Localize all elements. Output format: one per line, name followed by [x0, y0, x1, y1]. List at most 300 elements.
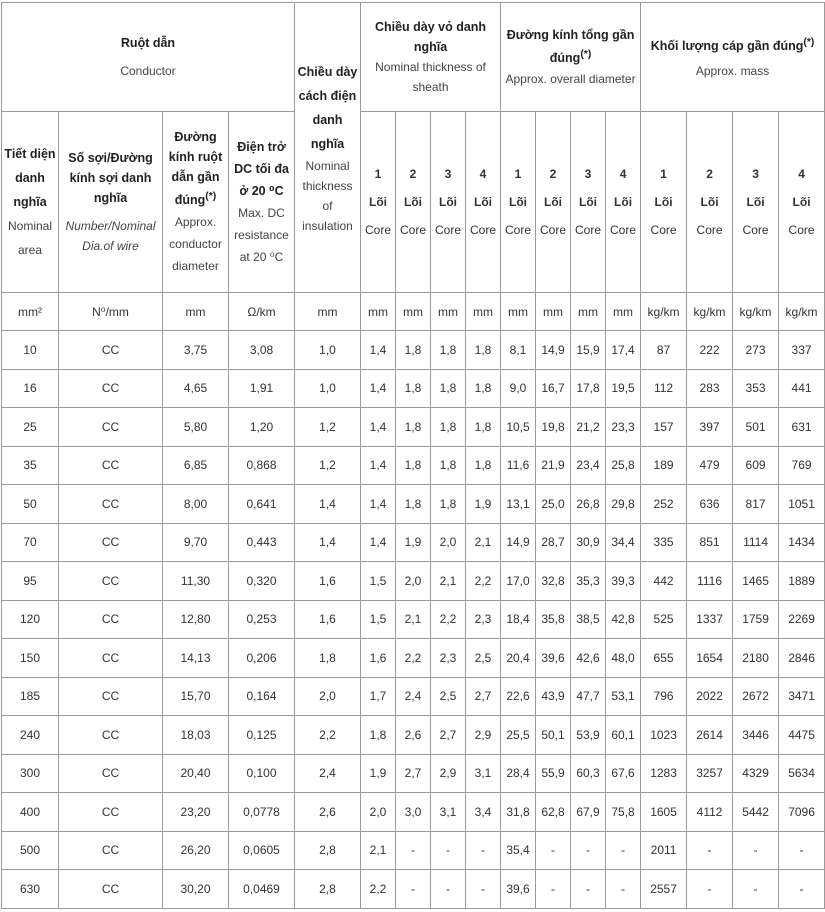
table-cell: CC — [59, 562, 163, 601]
core-word-vi: Lõi — [509, 195, 528, 209]
table-cell: 1,5 — [361, 600, 396, 639]
table-cell: CC — [59, 716, 163, 755]
sheath-header-vi: Chiều dày vỏ danh nghĩa — [374, 20, 487, 54]
resistance-header-en: Max. DC resistance at 20 ⁰C — [234, 206, 289, 264]
mass-header-sup: (*) — [803, 37, 815, 49]
table-cell: - — [431, 831, 466, 870]
table-cell: 1,8 — [396, 408, 431, 447]
mass-header-en: Approx. mass — [695, 63, 770, 78]
table-row — [2, 523, 825, 562]
core-word-en: Core — [575, 223, 602, 237]
table-cell: 25 — [2, 408, 59, 447]
area-header — [2, 112, 59, 293]
table-cell: 0,320 — [229, 562, 295, 601]
core-word-vi: Lõi — [654, 195, 673, 209]
table-cell: 1,8 — [431, 331, 466, 370]
table-cell: 2557 — [641, 870, 687, 909]
core-number: 1 — [514, 167, 522, 181]
table-cell: 1465 — [733, 562, 779, 601]
table-cell: 95 — [2, 562, 59, 601]
table-cell: 1,8 — [295, 639, 361, 678]
table-cell: - — [396, 831, 431, 870]
table-cell: 1337 — [687, 600, 733, 639]
table-cell: 185 — [2, 677, 59, 716]
table-cell: 0,443 — [229, 523, 295, 562]
table-cell: 2,2 — [295, 716, 361, 755]
table-row — [2, 562, 825, 601]
core-number: 4 — [619, 167, 627, 181]
table-cell: 42,8 — [606, 600, 641, 639]
diameter-core-2-header — [536, 112, 571, 293]
table-cell: 1,2 — [295, 446, 361, 485]
table-cell: 157 — [641, 408, 687, 447]
table-cell: 0,0605 — [229, 831, 295, 870]
table-cell: - — [687, 831, 733, 870]
cond-dia-header-en: Approx. conductor diameter — [169, 214, 222, 273]
table-cell: - — [571, 870, 606, 909]
table-cell: 25,0 — [536, 485, 571, 524]
table-cell: 1023 — [641, 716, 687, 755]
core-number: 1 — [374, 167, 382, 181]
table-cell: 11,30 — [163, 562, 229, 601]
diameter-header-sup: (*) — [580, 49, 592, 61]
insulation-header-en: Nominal thickness of insulation — [302, 158, 353, 233]
core-number: 2 — [409, 167, 417, 181]
table-cell: 1,4 — [361, 446, 396, 485]
table-cell: 0,0469 — [229, 870, 295, 909]
table-cell: 2269 — [779, 600, 825, 639]
table-cell: 1,8 — [396, 331, 431, 370]
table-cell: 75,8 — [606, 793, 641, 832]
table-cell: 55,9 — [536, 754, 571, 793]
table-cell: 1283 — [641, 754, 687, 793]
area-header-vi: Tiết diện danh nghĩa — [4, 147, 56, 209]
diameter-core-1-header — [501, 112, 536, 293]
cond-dia-header-sup: (*) — [205, 191, 217, 203]
table-row — [2, 446, 825, 485]
table-cell: 120 — [2, 600, 59, 639]
table-cell: 0,125 — [229, 716, 295, 755]
table-cell: 1,4 — [361, 523, 396, 562]
table-cell: 19,5 — [606, 369, 641, 408]
table-cell: 67,9 — [571, 793, 606, 832]
table-cell: - — [466, 831, 501, 870]
table-cell: 1051 — [779, 485, 825, 524]
table-cell: 2,3 — [466, 600, 501, 639]
table-cell: 2,0 — [396, 562, 431, 601]
table-cell: 0,100 — [229, 754, 295, 793]
table-cell: 70 — [2, 523, 59, 562]
table-cell: 2672 — [733, 677, 779, 716]
table-cell: 2,9 — [466, 716, 501, 755]
core-word-vi: Lõi — [544, 195, 563, 209]
table-cell: 0,206 — [229, 639, 295, 678]
table-cell: 150 — [2, 639, 59, 678]
table-cell: - — [396, 870, 431, 909]
table-cell: 2,4 — [295, 754, 361, 793]
table-cell: 769 — [779, 446, 825, 485]
table-cell: 16 — [2, 369, 59, 408]
table-cell: - — [536, 870, 571, 909]
table-cell: 29,8 — [606, 485, 641, 524]
core-number: 3 — [444, 167, 452, 181]
table-cell: 2,8 — [295, 870, 361, 909]
mass-core-2-header — [687, 112, 733, 293]
table-cell: 17,8 — [571, 369, 606, 408]
core-number: 4 — [798, 167, 805, 181]
table-cell: 35 — [2, 446, 59, 485]
core-word-vi: Lõi — [579, 195, 598, 209]
table-cell: CC — [59, 446, 163, 485]
unit-cell: mm — [431, 293, 466, 331]
unit-cell: mm — [536, 293, 571, 331]
table-cell: 1,4 — [361, 408, 396, 447]
core-word-en: Core — [470, 223, 497, 237]
sheath-core-4-header — [466, 112, 501, 293]
table-cell: CC — [59, 754, 163, 793]
unit-cell: mm — [163, 293, 229, 331]
table-cell: 28,4 — [501, 754, 536, 793]
table-cell: 1,2 — [295, 408, 361, 447]
sheath-header-en: Nominal thickness of sheath — [375, 60, 486, 94]
table-cell: 112 — [641, 369, 687, 408]
table-cell: 60,3 — [571, 754, 606, 793]
table-cell: 60,1 — [606, 716, 641, 755]
table-cell: 2,7 — [466, 677, 501, 716]
table-row — [2, 831, 825, 870]
core-word-vi: Lõi — [614, 195, 633, 209]
table-cell: 1114 — [733, 523, 779, 562]
table-cell: 50 — [2, 485, 59, 524]
table-cell: 48,0 — [606, 639, 641, 678]
cond-dia-header-vi: Đường kính ruột dẫn gần đúng — [168, 130, 223, 208]
table-cell: 525 — [641, 600, 687, 639]
table-cell: 4475 — [779, 716, 825, 755]
diameter-core-4-header — [606, 112, 641, 293]
table-cell: 3,1 — [466, 754, 501, 793]
core-word-en: Core — [434, 223, 461, 237]
table-cell: 39,6 — [501, 870, 536, 909]
unit-cell: mm — [571, 293, 606, 331]
table-cell: 17,4 — [606, 331, 641, 370]
table-cell: 3257 — [687, 754, 733, 793]
table-cell: 21,9 — [536, 446, 571, 485]
unit-cell: Ω/km — [229, 293, 295, 331]
table-cell: 796 — [641, 677, 687, 716]
table-cell: CC — [59, 639, 163, 678]
core-word-vi: Lõi — [404, 195, 422, 209]
table-cell: 1889 — [779, 562, 825, 601]
sheath-header — [361, 3, 501, 112]
table-cell: 2,2 — [466, 562, 501, 601]
table-cell: CC — [59, 331, 163, 370]
table-row — [2, 408, 825, 447]
table-cell: 2,9 — [431, 754, 466, 793]
table-cell: 2,1 — [396, 600, 431, 639]
table-row — [2, 870, 825, 909]
table-cell: 3,1 — [431, 793, 466, 832]
table-cell: 50,1 — [536, 716, 571, 755]
core-word-en: Core — [610, 223, 637, 237]
table-cell: 2,4 — [396, 677, 431, 716]
core-word-en: Core — [788, 223, 815, 237]
table-cell: 43,9 — [536, 677, 571, 716]
core-number: 3 — [584, 167, 592, 181]
table-cell: - — [606, 831, 641, 870]
unit-cell: kg/km — [779, 293, 825, 331]
table-cell: 31,8 — [501, 793, 536, 832]
table-cell: 20,4 — [501, 639, 536, 678]
table-cell: 397 — [687, 408, 733, 447]
table-cell: 442 — [641, 562, 687, 601]
table-cell: 30,9 — [571, 523, 606, 562]
table-cell: - — [431, 870, 466, 909]
unit-cell: kg/km — [733, 293, 779, 331]
table-cell: - — [466, 870, 501, 909]
table-cell: 2,1 — [466, 523, 501, 562]
core-number: 1 — [660, 167, 667, 181]
table-cell: CC — [59, 677, 163, 716]
table-cell: 39,6 — [536, 639, 571, 678]
table-cell: 3,4 — [466, 793, 501, 832]
table-cell: 4,65 — [163, 369, 229, 408]
table-cell: CC — [59, 369, 163, 408]
table-cell: 1605 — [641, 793, 687, 832]
table-cell: 26,8 — [571, 485, 606, 524]
cable-spec-table — [1, 2, 825, 909]
table-cell: 53,9 — [571, 716, 606, 755]
conductor-header — [2, 3, 295, 112]
table-cell: 337 — [779, 331, 825, 370]
core-word-vi: Lõi — [369, 195, 387, 209]
units-row — [2, 293, 825, 331]
table-cell: 2,2 — [396, 639, 431, 678]
table-cell: 1,5 — [361, 562, 396, 601]
core-word-en: Core — [742, 223, 769, 237]
table-cell: 1,9 — [466, 485, 501, 524]
cond-dia-header — [163, 112, 229, 293]
unit-cell: mm — [295, 293, 361, 331]
core-word-vi: Lõi — [439, 195, 457, 209]
table-cell: 851 — [687, 523, 733, 562]
table-cell: 8,1 — [501, 331, 536, 370]
unit-cell: kg/km — [687, 293, 733, 331]
table-cell: 14,13 — [163, 639, 229, 678]
core-number: 2 — [549, 167, 557, 181]
table-cell: 10,5 — [501, 408, 536, 447]
table-cell: 1,7 — [361, 677, 396, 716]
table-cell: 1,0 — [295, 369, 361, 408]
table-cell: 817 — [733, 485, 779, 524]
table-cell: 636 — [687, 485, 733, 524]
table-cell: 1,6 — [361, 639, 396, 678]
table-cell: CC — [59, 485, 163, 524]
unit-cell: mm — [361, 293, 396, 331]
table-cell: 3,0 — [396, 793, 431, 832]
sheath-core-3-header — [431, 112, 466, 293]
table-cell: 2,0 — [361, 793, 396, 832]
table-row — [2, 793, 825, 832]
table-cell: 1,8 — [431, 446, 466, 485]
table-cell: 10 — [2, 331, 59, 370]
core-number: 4 — [479, 167, 487, 181]
sheath-core-2-header — [396, 112, 431, 293]
mass-core-3-header — [733, 112, 779, 293]
table-cell: 21,2 — [571, 408, 606, 447]
table-cell: 9,0 — [501, 369, 536, 408]
table-cell: 1,6 — [295, 562, 361, 601]
table-cell: 2,8 — [295, 831, 361, 870]
mass-header — [641, 3, 825, 112]
table-cell: 1,91 — [229, 369, 295, 408]
table-cell: 16,7 — [536, 369, 571, 408]
table-cell: 1,8 — [431, 369, 466, 408]
table-cell: 2,7 — [396, 754, 431, 793]
resistance-header — [229, 112, 295, 293]
table-cell: 1,8 — [396, 485, 431, 524]
conductor-header-en: Conductor — [120, 64, 176, 78]
table-cell: 25,5 — [501, 716, 536, 755]
table-cell: 3,08 — [229, 331, 295, 370]
table-cell: 11,6 — [501, 446, 536, 485]
table-cell: 240 — [2, 716, 59, 755]
table-cell: 42,6 — [571, 639, 606, 678]
core-word-vi: Lõi — [746, 195, 765, 209]
core-word-en: Core — [650, 223, 677, 237]
table-cell: 3471 — [779, 677, 825, 716]
table-cell: - — [687, 870, 733, 909]
table-row — [2, 754, 825, 793]
table-cell: 25,8 — [606, 446, 641, 485]
table-cell: 67,6 — [606, 754, 641, 793]
table-cell: 1,4 — [361, 331, 396, 370]
table-cell: 400 — [2, 793, 59, 832]
table-cell: - — [536, 831, 571, 870]
table-cell: 1759 — [733, 600, 779, 639]
table-cell: CC — [59, 600, 163, 639]
table-row — [2, 716, 825, 755]
table-cell: CC — [59, 523, 163, 562]
core-word-en: Core — [540, 223, 567, 237]
wire-header-en: Number/Nominal Dia.of wire — [65, 219, 156, 253]
table-cell: 1,8 — [466, 408, 501, 447]
table-cell: 1654 — [687, 639, 733, 678]
table-cell: 7096 — [779, 793, 825, 832]
table-row — [2, 639, 825, 678]
table-cell: 2180 — [733, 639, 779, 678]
table-cell: 2011 — [641, 831, 687, 870]
table-cell: 30,20 — [163, 870, 229, 909]
table-cell: 39,3 — [606, 562, 641, 601]
table-cell: 53,1 — [606, 677, 641, 716]
mass-core-4-header — [779, 112, 825, 293]
table-cell: - — [779, 831, 825, 870]
table-cell: 1,20 — [229, 408, 295, 447]
core-word-vi: Lõi — [700, 195, 719, 209]
table-cell: 1,9 — [361, 754, 396, 793]
table-cell: 18,4 — [501, 600, 536, 639]
table-cell: - — [571, 831, 606, 870]
table-cell: 4112 — [687, 793, 733, 832]
unit-cell: kg/km — [641, 293, 687, 331]
table-cell: 12,80 — [163, 600, 229, 639]
core-word-vi: Lõi — [474, 195, 492, 209]
table-cell: 1,8 — [431, 408, 466, 447]
table-cell: 47,7 — [571, 677, 606, 716]
table-cell: 2,3 — [431, 639, 466, 678]
table-cell: 19,8 — [536, 408, 571, 447]
unit-cell: mm² — [2, 293, 59, 331]
insulation-header-vi: Chiều dày cách điện danh nghĩa — [297, 64, 358, 151]
table-cell: 38,5 — [571, 600, 606, 639]
table-cell: 1,8 — [466, 369, 501, 408]
area-header-en: Nominal area — [7, 219, 52, 257]
unit-cell: N⁰/mm — [59, 293, 163, 331]
core-word-en: Core — [399, 223, 426, 237]
table-cell: CC — [59, 408, 163, 447]
table-cell: 2,2 — [431, 600, 466, 639]
table-cell: 0,0778 — [229, 793, 295, 832]
table-cell: 18,03 — [163, 716, 229, 755]
table-cell: 300 — [2, 754, 59, 793]
mass-header-vi: Khối lượng cáp gần đúng — [650, 39, 804, 54]
core-word-en: Core — [696, 223, 723, 237]
unit-cell: mm — [466, 293, 501, 331]
table-cell: 14,9 — [501, 523, 536, 562]
table-row — [2, 600, 825, 639]
table-cell: 26,20 — [163, 831, 229, 870]
table-cell: 252 — [641, 485, 687, 524]
table-cell: 1,4 — [361, 485, 396, 524]
core-number: 3 — [752, 167, 759, 181]
table-cell: 1,8 — [431, 485, 466, 524]
table-cell: 1,4 — [361, 369, 396, 408]
table-cell: 353 — [733, 369, 779, 408]
table-cell: 14,9 — [536, 331, 571, 370]
table-cell: 2,0 — [431, 523, 466, 562]
table-cell: 500 — [2, 831, 59, 870]
table-cell: - — [779, 870, 825, 909]
table-cell: 2614 — [687, 716, 733, 755]
table-cell: 501 — [733, 408, 779, 447]
table-cell: 3,75 — [163, 331, 229, 370]
table-cell: 1,8 — [466, 331, 501, 370]
table-cell: 655 — [641, 639, 687, 678]
diameter-header-en: Approx. overall diameter — [505, 71, 636, 86]
table-cell: 1,9 — [396, 523, 431, 562]
table-cell: 35,8 — [536, 600, 571, 639]
table-cell: 5634 — [779, 754, 825, 793]
table-cell: 0,641 — [229, 485, 295, 524]
table-cell: 273 — [733, 331, 779, 370]
table-cell: 1116 — [687, 562, 733, 601]
table-cell: 17,0 — [501, 562, 536, 601]
table-cell: 62,8 — [536, 793, 571, 832]
table-cell: 87 — [641, 331, 687, 370]
table-cell: 8,00 — [163, 485, 229, 524]
table-cell: 1,8 — [361, 716, 396, 755]
sheath-core-1-header — [361, 112, 396, 293]
table-cell: 2846 — [779, 639, 825, 678]
table-cell: 2,1 — [431, 562, 466, 601]
table-cell: 335 — [641, 523, 687, 562]
table-row — [2, 485, 825, 524]
diameter-core-3-header — [571, 112, 606, 293]
table-cell: 34,4 — [606, 523, 641, 562]
table-cell: 32,8 — [536, 562, 571, 601]
table-cell: 23,3 — [606, 408, 641, 447]
table-cell: 1434 — [779, 523, 825, 562]
